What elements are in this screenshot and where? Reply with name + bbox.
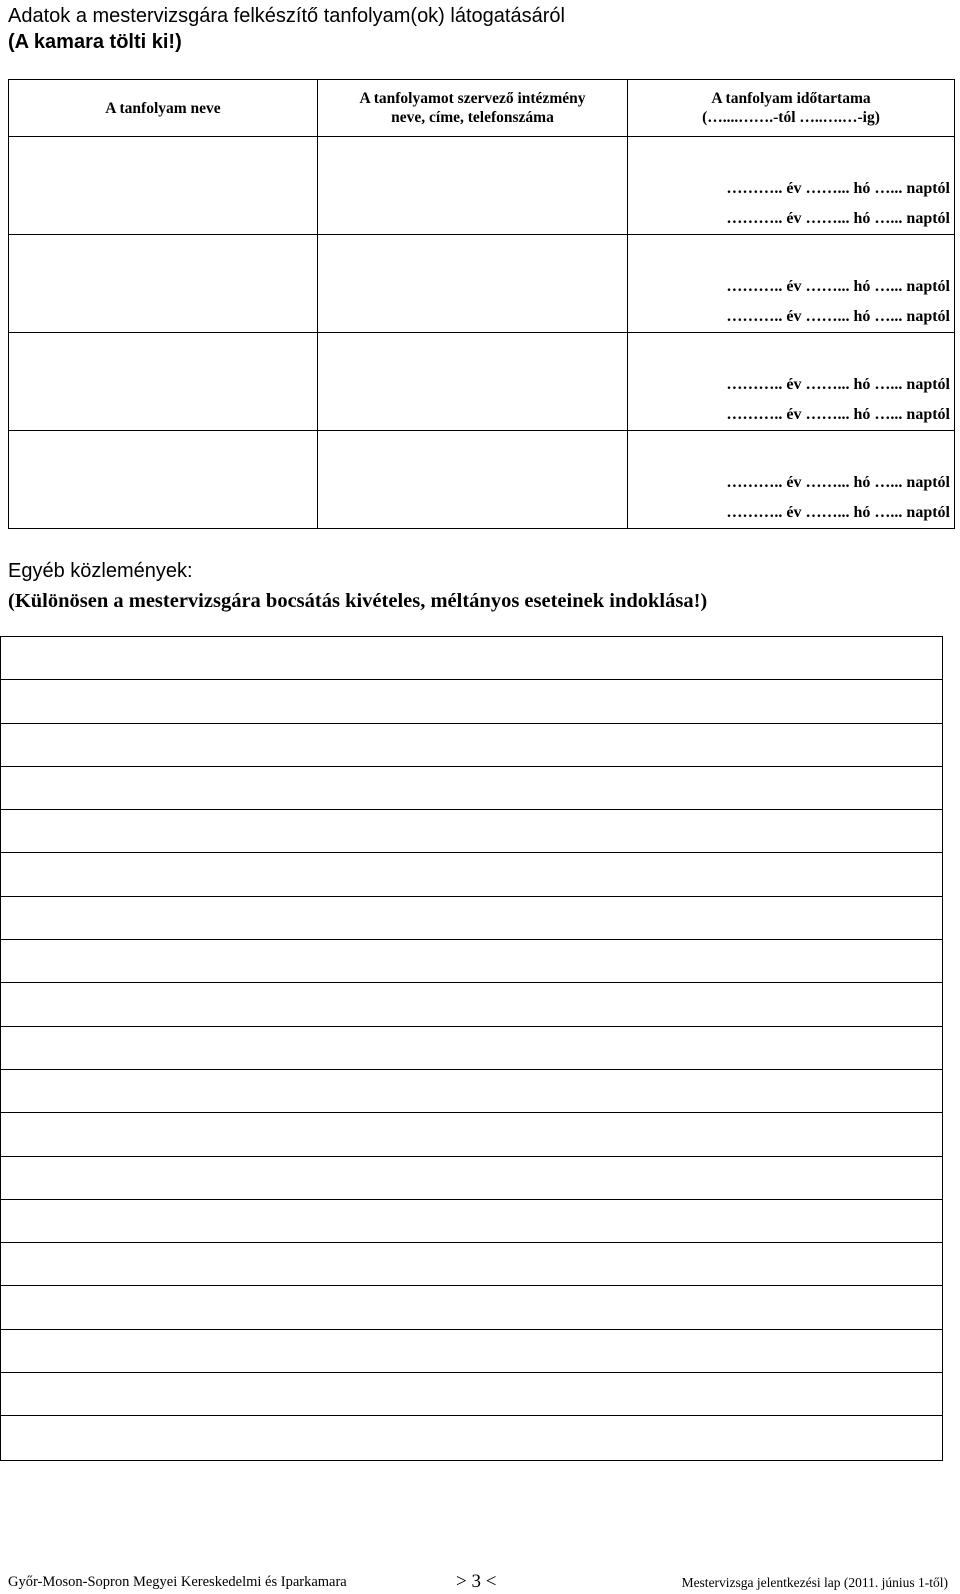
course-name-cell[interactable] [9,333,318,431]
remarks-section [8,556,954,616]
header-organizer-line1: A tanfolyamot szervező intézmény [359,90,586,107]
remarks-label: Egyéb közlemények: [8,560,193,582]
duration-cell[interactable] [628,235,955,333]
period-to: ……….. év ……... hó …... naptól [726,504,950,521]
remarks-line[interactable] [1,767,942,810]
footer-chamber-name: Győr-Moson-Sopron Megyei Kereskedelmi és Iparkamara [8,1574,347,1590]
table-row [9,137,955,235]
table-row [9,235,955,333]
header-duration [628,80,955,137]
table-row [9,333,955,431]
remarks-line[interactable] [1,637,942,680]
page-footer [8,1571,952,1594]
period-to: ……….. év ……... hó …... naptól [726,406,950,423]
page-title: Adatok a mestervizsgára felkészítő tanfolyam(ok) látogatásáról [8,5,565,27]
remarks-line[interactable] [1,897,942,940]
header-duration-line2: (…....…….-tól …..….…-ig) [702,109,880,126]
remarks-line[interactable] [1,1373,942,1416]
remarks-line[interactable] [1,1070,942,1113]
remarks-line[interactable] [1,853,942,896]
remarks-line[interactable] [1,680,942,723]
remarks-line[interactable] [1,1286,942,1329]
period-to: ……….. év ……... hó …... naptól [726,210,950,227]
organizer-cell[interactable] [318,235,628,333]
remarks-line[interactable] [1,1027,942,1070]
course-name-cell[interactable] [9,235,318,333]
organizer-cell[interactable] [318,431,628,529]
header-duration-line1: A tanfolyam időtartama [711,90,871,107]
remarks-line[interactable] [1,1416,942,1459]
period-from: ……….. év ……... hó …... naptól [726,474,950,491]
remarks-line[interactable] [1,1113,942,1156]
header-course-name [9,80,318,137]
remarks-line[interactable] [1,1200,942,1243]
remarks-line[interactable] [1,1243,942,1286]
table-header-row [9,80,955,137]
organizer-cell[interactable] [318,333,628,431]
page-subtitle: (A kamara tölti ki!) [8,31,182,53]
remarks-line[interactable] [1,1157,942,1200]
period-to: ……….. év ……... hó …... naptól [726,308,950,325]
footer-page-number: > 3 < [456,1571,497,1592]
footer-form-name: Mestervizsga jelentkezési lap (2011. június 1-től) [681,1575,948,1590]
organizer-cell[interactable] [318,137,628,235]
course-name-cell[interactable] [9,137,318,235]
remarks-line[interactable] [1,983,942,1026]
remarks-line[interactable] [1,810,942,853]
period-from: ……….. év ……... hó …... naptól [726,376,950,393]
header-course-name-label: A tanfolyam neve [105,99,221,117]
table-row [9,431,955,529]
remarks-line[interactable] [1,940,942,983]
duration-cell[interactable] [628,137,955,235]
remarks-line[interactable] [1,1330,942,1373]
header-organizer-line2: neve, címe, telefonszáma [391,109,554,126]
course-table [8,79,955,529]
period-from: ……….. év ……... hó …... naptól [726,278,950,295]
duration-cell[interactable] [628,333,955,431]
duration-cell[interactable] [628,431,955,529]
header-organizer [318,80,628,137]
remarks-line[interactable] [1,724,942,767]
page-heading [8,3,948,55]
remarks-note: (Különösen a mestervizsgára bocsátás kivételes, méltányos eseteinek indoklása!) [8,590,708,612]
course-name-cell[interactable] [9,431,318,529]
period-from: ……….. év ……... hó …... naptól [726,180,950,197]
remarks-lines[interactable] [0,636,943,1461]
